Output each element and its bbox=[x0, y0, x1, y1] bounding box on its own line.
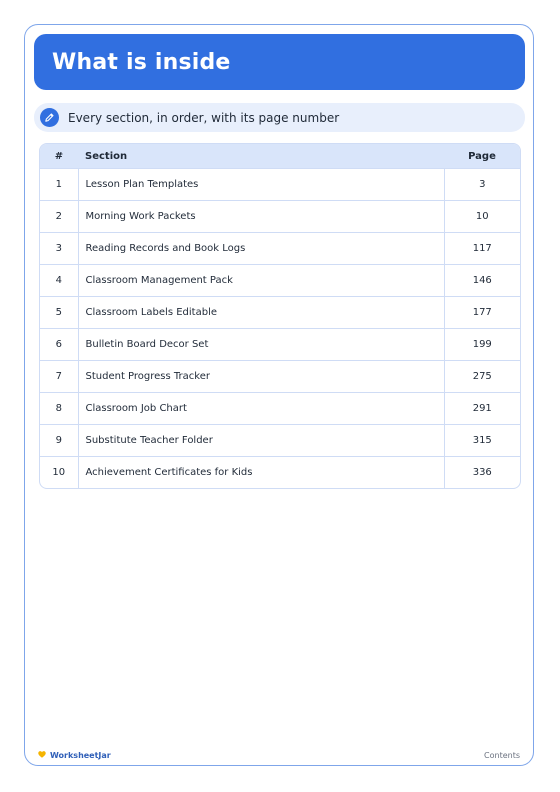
table-row bbox=[40, 329, 520, 361]
row-section: Student Progress Tracker bbox=[78, 361, 444, 393]
row-number: 4 bbox=[40, 265, 78, 297]
row-page: 275 bbox=[444, 361, 520, 393]
table-row bbox=[40, 233, 520, 265]
row-page: 315 bbox=[444, 425, 520, 457]
contents-table bbox=[39, 143, 521, 489]
column-header-page: Page bbox=[444, 144, 520, 169]
column-header-number: # bbox=[40, 144, 78, 169]
table-row bbox=[40, 169, 520, 201]
row-page: 146 bbox=[444, 265, 520, 297]
table-row bbox=[40, 425, 520, 457]
row-section: Classroom Management Pack bbox=[78, 265, 444, 297]
row-page: 177 bbox=[444, 297, 520, 329]
footer-brand-name: WorksheetJar bbox=[50, 751, 111, 760]
row-page: 336 bbox=[444, 457, 520, 489]
row-number: 1 bbox=[40, 169, 78, 201]
table-row bbox=[40, 265, 520, 297]
column-header-section: Section bbox=[78, 144, 444, 169]
row-number: 7 bbox=[40, 361, 78, 393]
row-number: 10 bbox=[40, 457, 78, 489]
row-section: Classroom Job Chart bbox=[78, 393, 444, 425]
row-section: Achievement Certificates for Kids bbox=[78, 457, 444, 489]
row-page: 117 bbox=[444, 233, 520, 265]
row-section: Bulletin Board Decor Set bbox=[78, 329, 444, 361]
footer-brand bbox=[38, 751, 111, 760]
subtitle-bar bbox=[34, 103, 525, 132]
row-section: Morning Work Packets bbox=[78, 201, 444, 233]
row-number: 3 bbox=[40, 233, 78, 265]
row-number: 6 bbox=[40, 329, 78, 361]
row-number: 2 bbox=[40, 201, 78, 233]
row-page: 291 bbox=[444, 393, 520, 425]
row-number: 8 bbox=[40, 393, 78, 425]
pencil-icon bbox=[40, 108, 59, 127]
heart-icon bbox=[38, 751, 46, 760]
page-title: What is inside bbox=[52, 49, 231, 75]
table-row bbox=[40, 361, 520, 393]
row-section: Reading Records and Book Logs bbox=[78, 233, 444, 265]
row-number: 5 bbox=[40, 297, 78, 329]
row-section: Substitute Teacher Folder bbox=[78, 425, 444, 457]
footer-section-label: Contents bbox=[484, 751, 520, 760]
table-row bbox=[40, 393, 520, 425]
subtitle-text: Every section, in order, with its page number bbox=[68, 110, 340, 125]
row-page: 10 bbox=[444, 201, 520, 233]
table-header-row bbox=[40, 144, 520, 169]
title-banner bbox=[34, 34, 525, 90]
table-row bbox=[40, 297, 520, 329]
row-number: 9 bbox=[40, 425, 78, 457]
row-page: 3 bbox=[444, 169, 520, 201]
row-section: Lesson Plan Templates bbox=[78, 169, 444, 201]
row-section: Classroom Labels Editable bbox=[78, 297, 444, 329]
table-row bbox=[40, 457, 520, 489]
table-row bbox=[40, 201, 520, 233]
row-page: 199 bbox=[444, 329, 520, 361]
